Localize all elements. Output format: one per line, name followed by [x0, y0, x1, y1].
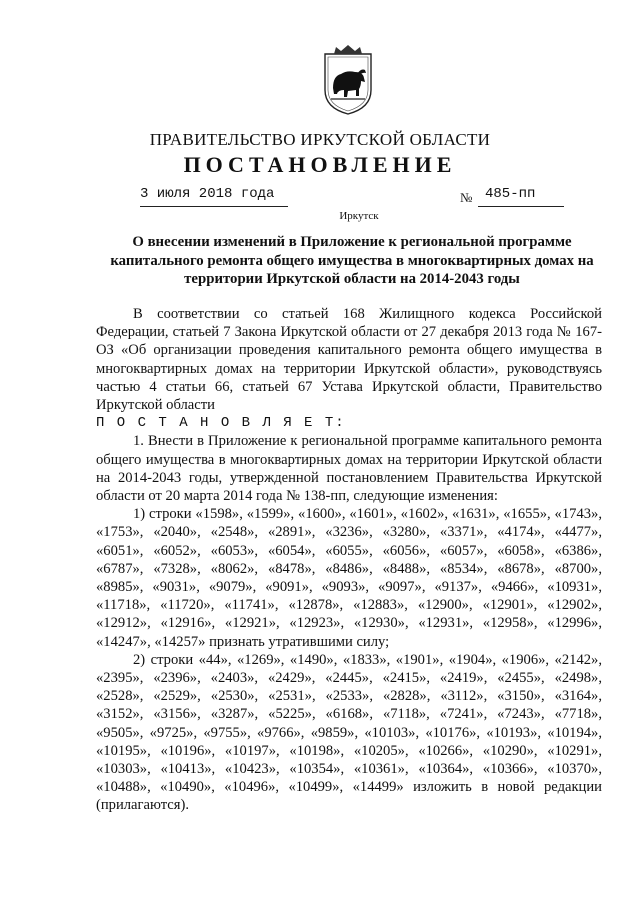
- number-underline: [478, 206, 564, 207]
- government-name: ПРАВИТЕЛЬСТВО ИРКУТСКОЙ ОБЛАСТИ: [149, 130, 491, 149]
- coat-of-arms-icon: [321, 44, 375, 116]
- subitem-1-paragraph: 1) строки «1598», «1599», «1600», «1601», «1602», «1631», «1655», «1743», «1753», «2040», «2548», «2891», «3236», «3280», «3371», «4174», «4477», «6051», «6052», «6053», «6054», «6055», «6056», «6057», «6058», «6386», «6787», «7328», «8062», «8478», «8486», «8488», «8534», «8678», «8700», «8985», «9031», «9079», «9091», «9093», «9097», «9137», «9466», «10931», «11718», «11720», «11741», «12878», «12883», «12900», «12901», «12902», «12912», «12916», «12921», «12923», «12930», «12931», «12958», «12996», «14247», «14257» признать утратившими силу;: [96, 506, 602, 650]
- city-name: Иркутск: [339, 210, 379, 222]
- resolve-heading: П О С Т А Н О В Л Я Е Т:: [96, 415, 346, 432]
- number-label: №: [460, 190, 473, 205]
- document-title: О внесении изменений в Приложение к региональной программе капитального ремонта общего имущества в многоквартирных домах на территории Иркутской области на 2014-2043 годы: [110, 234, 594, 287]
- date-underline: [140, 206, 288, 207]
- document-body: [96, 305, 602, 815]
- document-date: 3 июля 2018 года: [140, 186, 275, 202]
- item-1-paragraph: 1. Внести в Приложение к региональной программе капитального ремонта общего имущества в многоквартирных домах на территории Иркутской области на 2014-2043 годы, утвержденной постановлением Правительства Иркутской области от 20 марта 2014 года № 138-пп, следующие изменения:: [96, 433, 602, 505]
- document-type: ПОСТАНОВЛЕНИЕ: [183, 152, 457, 177]
- document-number: 485-пп: [485, 186, 536, 202]
- preamble-paragraph: В соответствии со статьей 168 Жилищного кодекса Российской Федерации, статьей 7 Закона Иркутской области от 27 декабря 2013 года № 167-ОЗ «Об организации проведения капитального ремонта общего имущества в многоквартирных домах на территории Иркутской области», руководствуясь частью 4 статьи 66, статьей 67 Устава Иркутской области, Правительство Иркутской области: [96, 306, 602, 414]
- subitem-2-paragraph: 2) строки «44», «1269», «1490», «1833», «1901», «1904», «1906», «2142», «2395», «2396», «2403», «2429», «2445», «2415», «2419», «2455», «2498», «2528», «2529», «2530», «2531», «2533», «2828», «3112», «3150», «3164», «3152», «3156», «3287», «5225», «6168», «7118», «7241», «7243», «7718», «9505», «9725», «9755», «9766», «9859», «10103», «10176», «10193», «10194», «10195», «10196», «10197», «10198», «10205», «10266», «10290», «10291», «10303», «10413», «10423», «10354», «10361», «10364», «10366», «10370», «10488», «10490», «10496», «10499», «14499» изложить в новой редакции (прилагаются).: [96, 651, 602, 814]
